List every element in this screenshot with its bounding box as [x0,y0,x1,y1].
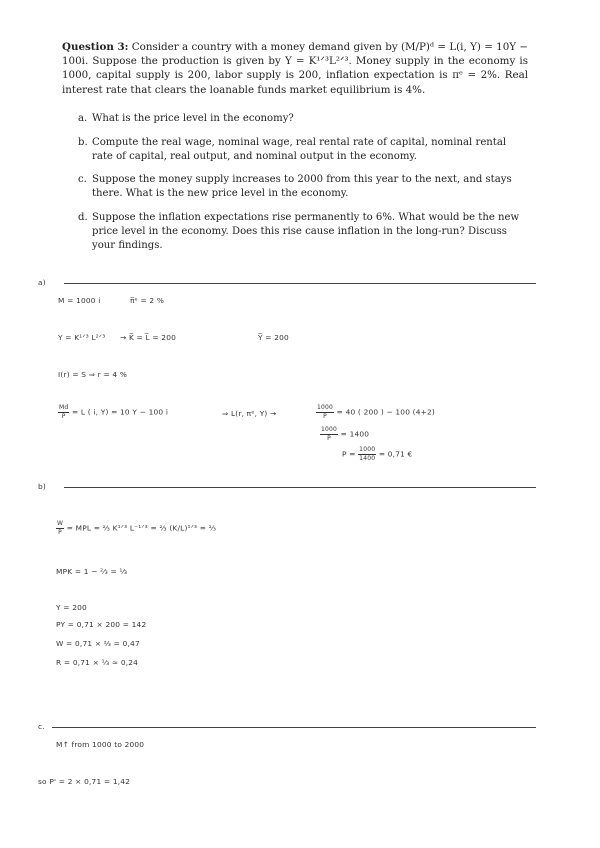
question-items [78,112,528,262]
answer-b-label: b) [38,482,46,491]
item-text: What is the price level in the economy? [92,113,294,124]
answer-b-rental-rate: R = 0,71 × ¹⁄₃ ≈ 0,24 [56,658,139,667]
answer-a-capital-labor: → K̅ = L̅ = 200 [120,333,176,342]
answer-a-output: Y̅ = 200 [258,333,289,342]
answer-a-inflation-expectation: π̅ᵉ = 2 % [130,296,165,305]
answer-b-nominal-wage: W = 0,71 × ⅔ = 0,47 [56,639,140,648]
answer-a-price-level: P = $\frac{1000}{1400}$ = 0,71 € [342,446,413,462]
question-heading: Question 3: [62,41,129,53]
question-item-b [78,136,528,164]
answer-a-equation-row: $\frac{1000}{P}$ = 40 ( 200 ) − 100 (4+2) [317,404,436,420]
item-text: Suppose the inflation expectations rise permanently to 6%. What would be the new price level in the economy. Does this rise cause inflation in the long-run? Discuss your findings. [92,211,520,251]
answer-c-divider [52,727,536,728]
money-demand-fraction: $\frac{Md}{P}$ [59,404,69,420]
answer-b-real-wage: $\frac{W}{P}$ = MPL = ⅔ K¹ᐟ³ L⁻¹ᐟ³ = ⅔ (K/L)¹ᐟ³ = ⅔ [57,520,217,536]
answer-a-real-rate: I(r) = S ⇒ r = 4 % [58,370,128,379]
question-item-c [78,173,528,201]
answer-b-nominal-output: PY = 0,71 × 200 = 142 [56,620,147,629]
item-label: c. [78,174,87,186]
answer-a-liquidity-arrow: ⇒ L(r, πᵉ, Y) → [222,409,277,418]
answer-c-new-price: so P' = 2 × 0,71 = 1,42 [38,777,131,786]
answer-b-output: Y = 200 [56,603,87,612]
question-intro [62,40,528,97]
question-item-a [78,112,528,126]
answer-a-label: a) [38,278,46,287]
answer-b-divider [64,487,536,488]
item-label: d. [78,211,88,223]
question-intro-text: Consider a country with a money demand given by (M/P)ᵈ = L(i, Y) = 10Y − 100i. Suppose the production is given by Y = K¹ᐟ³L²ᐟ³. Money supply in the economy is 1000, capital supply is 200, labor supply is 200, inflation expectation is πᵉ = 2%. Real interest rate that clears the loanable funds market equilibrium is 4%. [62,41,528,96]
answer-a-divider [64,283,536,284]
answer-b-mpk: MPK = 1 − ²⁄₃ = ¹⁄₃ [56,567,128,576]
item-label: b. [78,136,88,148]
answer-c-label: c. [38,722,45,731]
answer-a-production: Y = K¹ᐟ³ L²ᐟ³ [58,333,106,342]
answer-c-money-increase: M↑ from 1000 to 2000 [56,740,145,749]
item-text: Suppose the money supply increases to 2000 from this year to the next, and stays there. What is the new price level in the economy. [92,174,512,200]
item-text: Compute the real wage, nominal wage, real rental rate of capital, nominal rental rate of capital, real output, and nominal output in the economy. [92,136,507,162]
answer-a-money-supply: M = 1000 i [58,296,101,305]
item-label: a. [78,113,88,124]
question-item-d [78,211,528,252]
answer-a-money-demand-row: $\frac{Md}{P}$ = L ( i, Y) = 10 Y − 100 i [59,404,169,420]
answer-a-ratio-row: $\frac{1000}{P}$ = 1400 [321,426,370,442]
